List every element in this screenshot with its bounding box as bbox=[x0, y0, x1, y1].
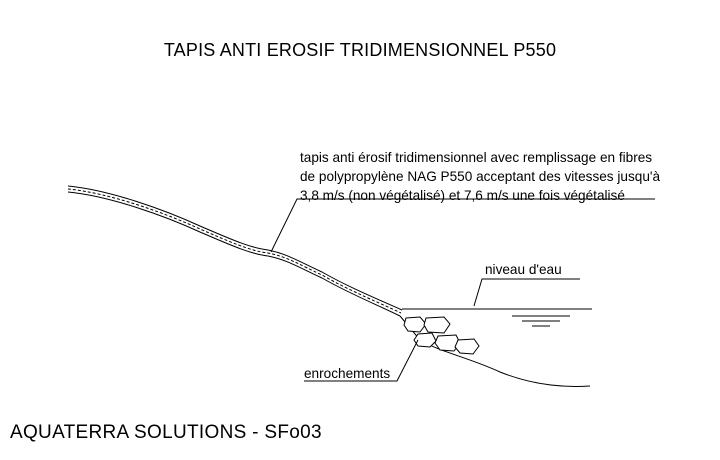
stone bbox=[414, 333, 436, 347]
stone bbox=[404, 317, 426, 332]
company-reference: AQUATERRA SOLUTIONS - SFo03 bbox=[10, 422, 322, 443]
mat-bottom-edge bbox=[68, 192, 400, 316]
drawing-title: TAPIS ANTI EROSIF TRIDIMENSIONNEL P550 bbox=[163, 40, 557, 60]
stone bbox=[424, 317, 450, 333]
mat-description bbox=[300, 148, 700, 205]
description-line: tapis anti érosif tridimensionnel avec remplissage en fibres bbox=[300, 150, 653, 165]
erosion-mat bbox=[68, 186, 402, 316]
riprap-label: enrochements bbox=[304, 366, 391, 381]
stone bbox=[455, 339, 479, 354]
mat-leader bbox=[271, 199, 655, 252]
water-level-leader bbox=[474, 279, 580, 306]
description-line: de polypropylène NAG P550 acceptant des vitesses jusqu'à bbox=[300, 169, 661, 184]
mat-fibre-hatching bbox=[68, 189, 401, 313]
water-level-label: niveau d'eau bbox=[485, 262, 562, 277]
description-line: 3,8 m/s (non végétalisé) et 7,6 m/s une fois végétalisé bbox=[300, 188, 625, 203]
riprap-stones bbox=[404, 317, 479, 354]
